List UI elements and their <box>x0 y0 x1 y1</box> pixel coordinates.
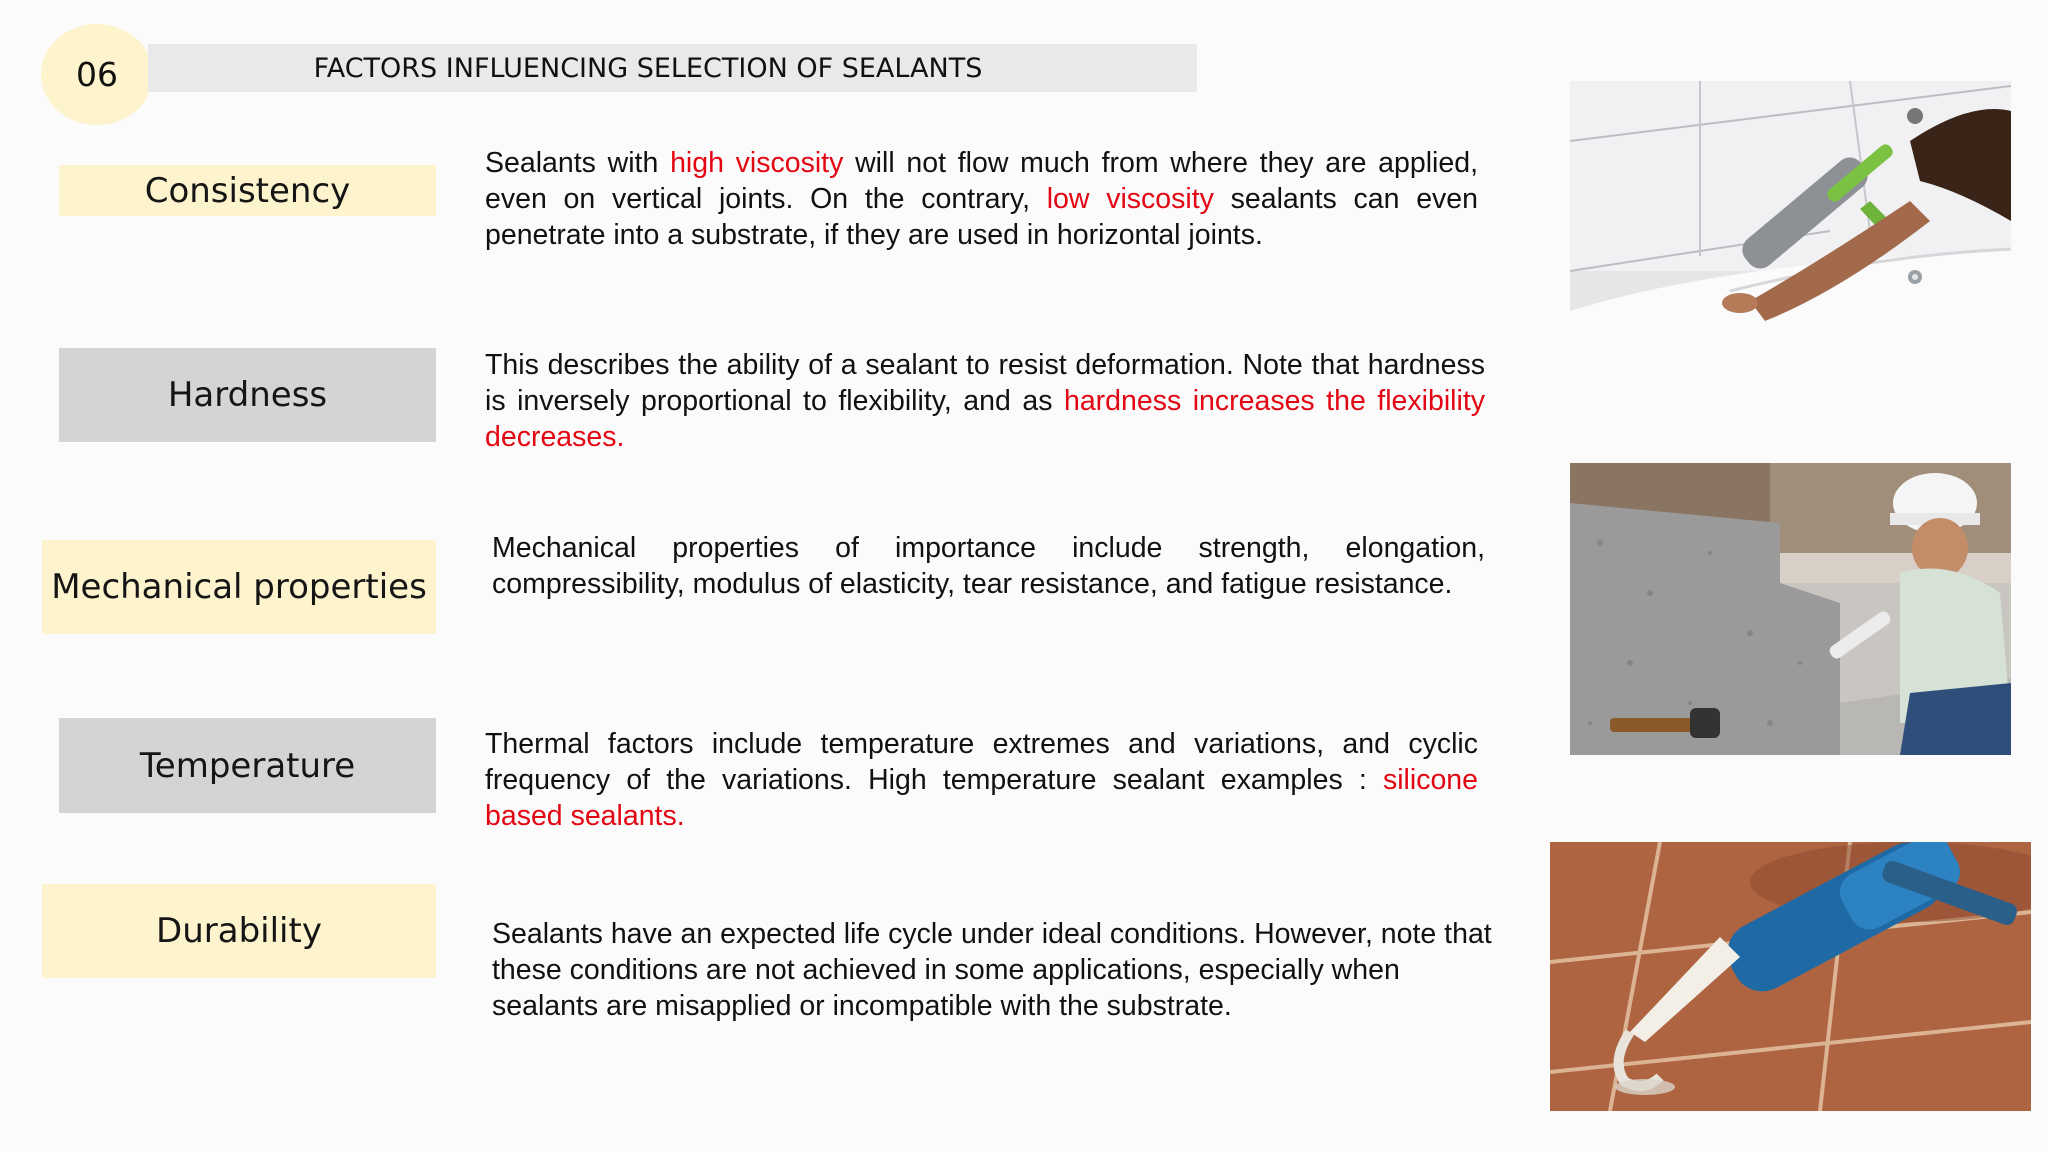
factor-label-durability: Durability <box>42 884 436 978</box>
text-segment: Thermal factors include temperature extremes and variations, and cyclic frequency of the variations. High temperature sealant examples : <box>485 728 1478 796</box>
factor-description-mechanical-properties <box>492 530 1485 602</box>
factor-label-hardness: Hardness <box>59 348 436 442</box>
text-segment: Sealants have an expected life cycle under ideal conditions. However, note that these conditions are not achieved in some applications, especially when sealants are misapplied or incompatible with the substrate. <box>492 918 1492 1022</box>
factor-description-consistency <box>485 145 1478 253</box>
text-segment: sealants can even penetrate into a substrate, if they are used in horizontal joints. <box>485 183 1478 251</box>
factor-label-temperature: Temperature <box>59 718 436 813</box>
slide-title: FACTORS INFLUENCING SELECTION OF SEALANTS <box>313 52 983 84</box>
text-segment: Sealants with <box>485 147 671 179</box>
photo-worker-caulking-stone-steps <box>1570 463 2011 755</box>
photo-sealant-tube-on-tiles <box>1550 842 2031 1111</box>
highlight-text: high viscosity <box>670 147 844 179</box>
highlight-text: silicone based sealants. <box>485 764 1478 832</box>
text-segment: Mechanical properties of importance include strength, elongation, compressibility, modulus of elasticity, tear resistance, and fatigue resistance. <box>492 532 1485 600</box>
factor-description-temperature <box>485 726 1478 834</box>
factor-description-durability <box>492 916 1507 1024</box>
text-segment: This describes the ability of a sealant to resist deformation. Note that hardness is inversely proportional to flexibility, and as <box>485 349 1485 417</box>
factor-description-hardness <box>485 347 1485 455</box>
factor-label-consistency: Consistency <box>59 165 436 216</box>
text-segment: will not flow much from where they are applied, even on vertical joints. On the contrary, <box>485 147 1478 215</box>
photo-sealant-gun-bathtub <box>1570 81 2011 377</box>
slide-number: 06 <box>76 55 118 94</box>
factor-label-mechanical-properties: Mechanical properties <box>42 540 436 634</box>
highlight-text: low viscosity <box>1046 183 1214 215</box>
highlight-text: hardness increases the flexibility decreases. <box>485 385 1485 453</box>
